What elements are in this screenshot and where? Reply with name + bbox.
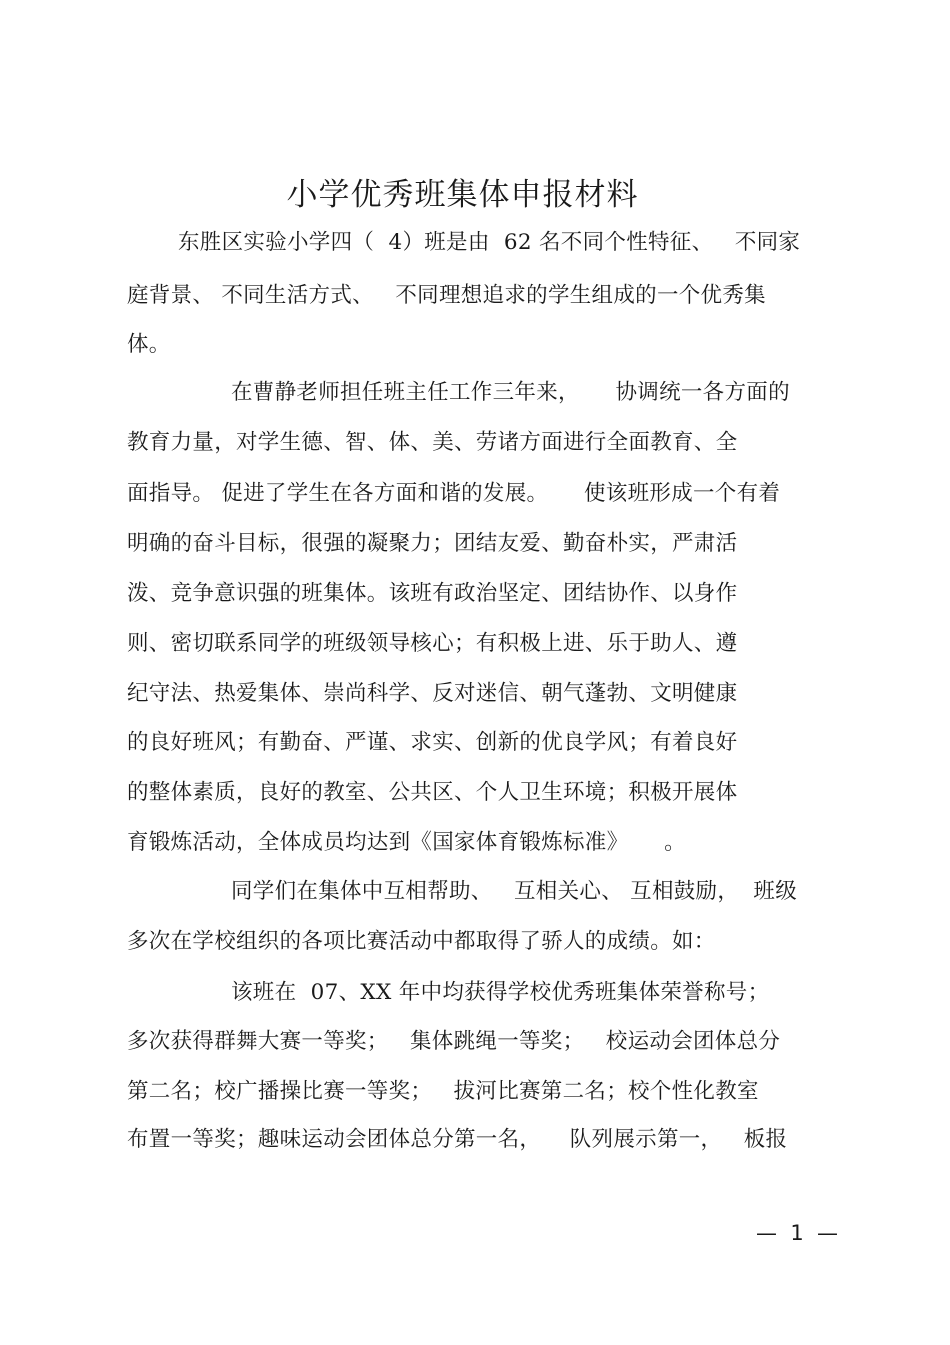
paragraph-line: 布置一等奖；趣味运动会团体总分第一名， 队列展示第一， 板报: [127, 1127, 788, 1152]
paragraph-line: 的良好班风；有勤奋、严谨、求实、创新的优良学风；有着良好: [127, 730, 738, 755]
paragraph-line: 庭背景、 不同生活方式、 不同理想追求的学生组成的一个优秀集: [127, 283, 766, 308]
paragraph-line: 面指导。 促进了学生在各方面和谐的发展。 使该班形成一个有着: [127, 481, 781, 506]
paragraph-line: 体。: [127, 332, 171, 357]
paragraph-line: 纪守法、热爱集体、崇尚科学、反对迷信、朝气蓬勃、文明健康: [127, 681, 738, 706]
paragraph-line: 多次获得群舞大赛一等奖； 集体跳绳一等奖； 校运动会团体总分: [127, 1029, 781, 1054]
paragraph-line: 的整体素质，良好的教室、公共区、个人卫生环境；积极开展体: [127, 780, 738, 805]
paragraph-line: 东胜区实验小学四（ 4）班是由 62 名不同个性特征、 不同家: [178, 230, 801, 255]
paragraph-line: 明确的奋斗目标，很强的凝聚力；团结友爱、勤奋朴实，严肃活: [127, 531, 738, 556]
paragraph-line: 第二名；校广播操比赛一等奖； 拔河比赛第二名；校个性化教室: [127, 1079, 759, 1104]
paragraph-line: 同学们在集体中互相帮助、 互相关心、 互相鼓励， 班级: [231, 879, 798, 904]
paragraph-line: 教育力量，对学生德、智、体、美、劳诸方面进行全面教育、全: [127, 430, 738, 455]
paragraph-line: 在曹静老师担任班主任工作三年来， 协调统一各方面的: [231, 380, 790, 405]
paragraph-line: 则、密切联系同学的班级领导核心；有积极上进、乐于助人、遵: [127, 631, 738, 656]
paragraph-line: 泼、竞争意识强的班集体。该班有政治坚定、团结协作、以身作: [127, 581, 738, 606]
paragraph-line: 该班在 07、XX 年中均获得学校优秀班集体荣誉称号；: [231, 980, 770, 1005]
page-number: — 1 —: [756, 1221, 839, 1245]
document-title: 小学优秀班集体申报材料: [286, 177, 639, 213]
paragraph-line: 多次在学校组织的各项比赛活动中都取得了骄人的成绩。如：: [127, 929, 716, 954]
paragraph-line: 育锻炼活动，全体成员均达到《国家体育锻炼标准》 。: [127, 830, 686, 855]
